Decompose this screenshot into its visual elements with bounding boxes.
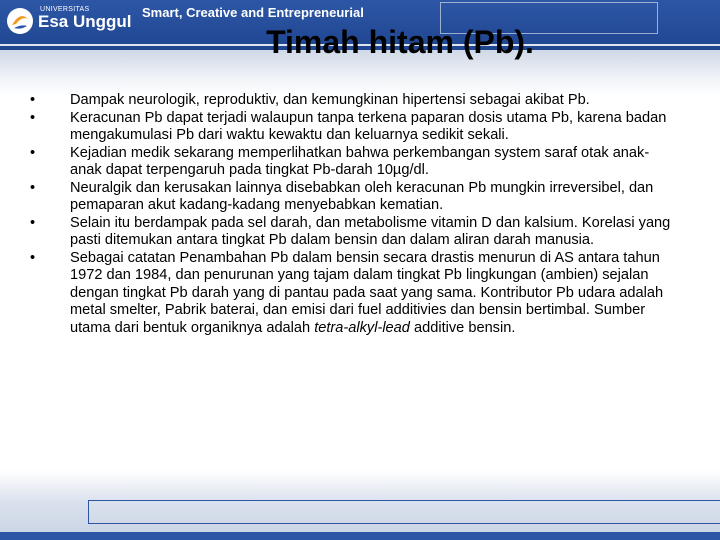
footer-bar — [0, 532, 720, 540]
bullet-item — [30, 250, 680, 338]
bullet-dot-icon: • — [30, 249, 36, 266]
bullet-list — [30, 92, 680, 337]
footer-frame — [88, 500, 720, 524]
tagline: Smart, Creative and Entrepreneurial — [142, 5, 364, 20]
bullet-item — [30, 180, 680, 215]
bullet-item — [30, 145, 680, 180]
bullet-text: Neuralgik dan kerusakan lainnya disebabkan oleh keracunan Pb mungkin irreversibel, dan pemaparan akut kadang-kadang menyebabkan kematian. — [70, 179, 654, 213]
bullet-item — [30, 215, 680, 250]
bullet-dot-icon: • — [30, 179, 36, 196]
bullet-item — [30, 110, 680, 145]
bullet-dot-icon: • — [30, 144, 36, 161]
bullet-text — [70, 250, 663, 336]
logo-small-text: UNIVERSITAS — [40, 6, 90, 13]
bullet-text: Keracunan Pb dapat terjadi walaupun tanpa terkena paparan dosis utama Pb, karena badan mengakumulasi Pb dari waktu kewaktu dan keluarnya sedikit sekali. — [70, 109, 667, 143]
bullet-text-part: additive bensin. — [409, 319, 516, 336]
bullet-text-italic: tetra-alkyl-lead — [314, 319, 410, 336]
bullet-text: Selain itu berdampak pada sel darah, dan metabolisme vitamin D dan kalsium. Korelasi yang pasti ditemukan antara tingkat Pb dalam bensin dan dalam aliran darah manusia. — [70, 214, 671, 248]
bullet-dot-icon: • — [30, 109, 36, 126]
slide-title: Timah hitam (Pb). — [266, 24, 534, 60]
bullet-dot-icon: • — [30, 92, 36, 108]
bullet-dot-icon: • — [30, 214, 36, 231]
logo-name: Esa Unggul — [38, 12, 132, 31]
bullet-text-part: Sebagai catatan Penambahan Pb dalam bensin secara drastis menurun di AS antara tahun 1972 dan 1984, dan penurunan yang tajam dalam tingkat Pb lingkungan (ambien) sejalan dengan tingkat Pb darah yang di pantau pada saat yang sama. Kontributor Pb udara adalah metal smelter, Pabrik baterai, dan emisi dari fuel additivies dan bensin bertimbal. Sumber utama dari bentuk organiknya adalah — [70, 249, 664, 336]
bullet-item — [30, 92, 680, 110]
bullet-text: Kejadian medik sekarang memperlihatkan bahwa perkembangan system saraf otak anak-anak dapat terpengaruh pada tingkat Pb-darah 10µg/dl. — [70, 144, 650, 178]
bullet-text: Dampak neurologik, reproduktiv, dan kemungkinan hipertensi sebagai akibat Pb. — [70, 92, 590, 108]
